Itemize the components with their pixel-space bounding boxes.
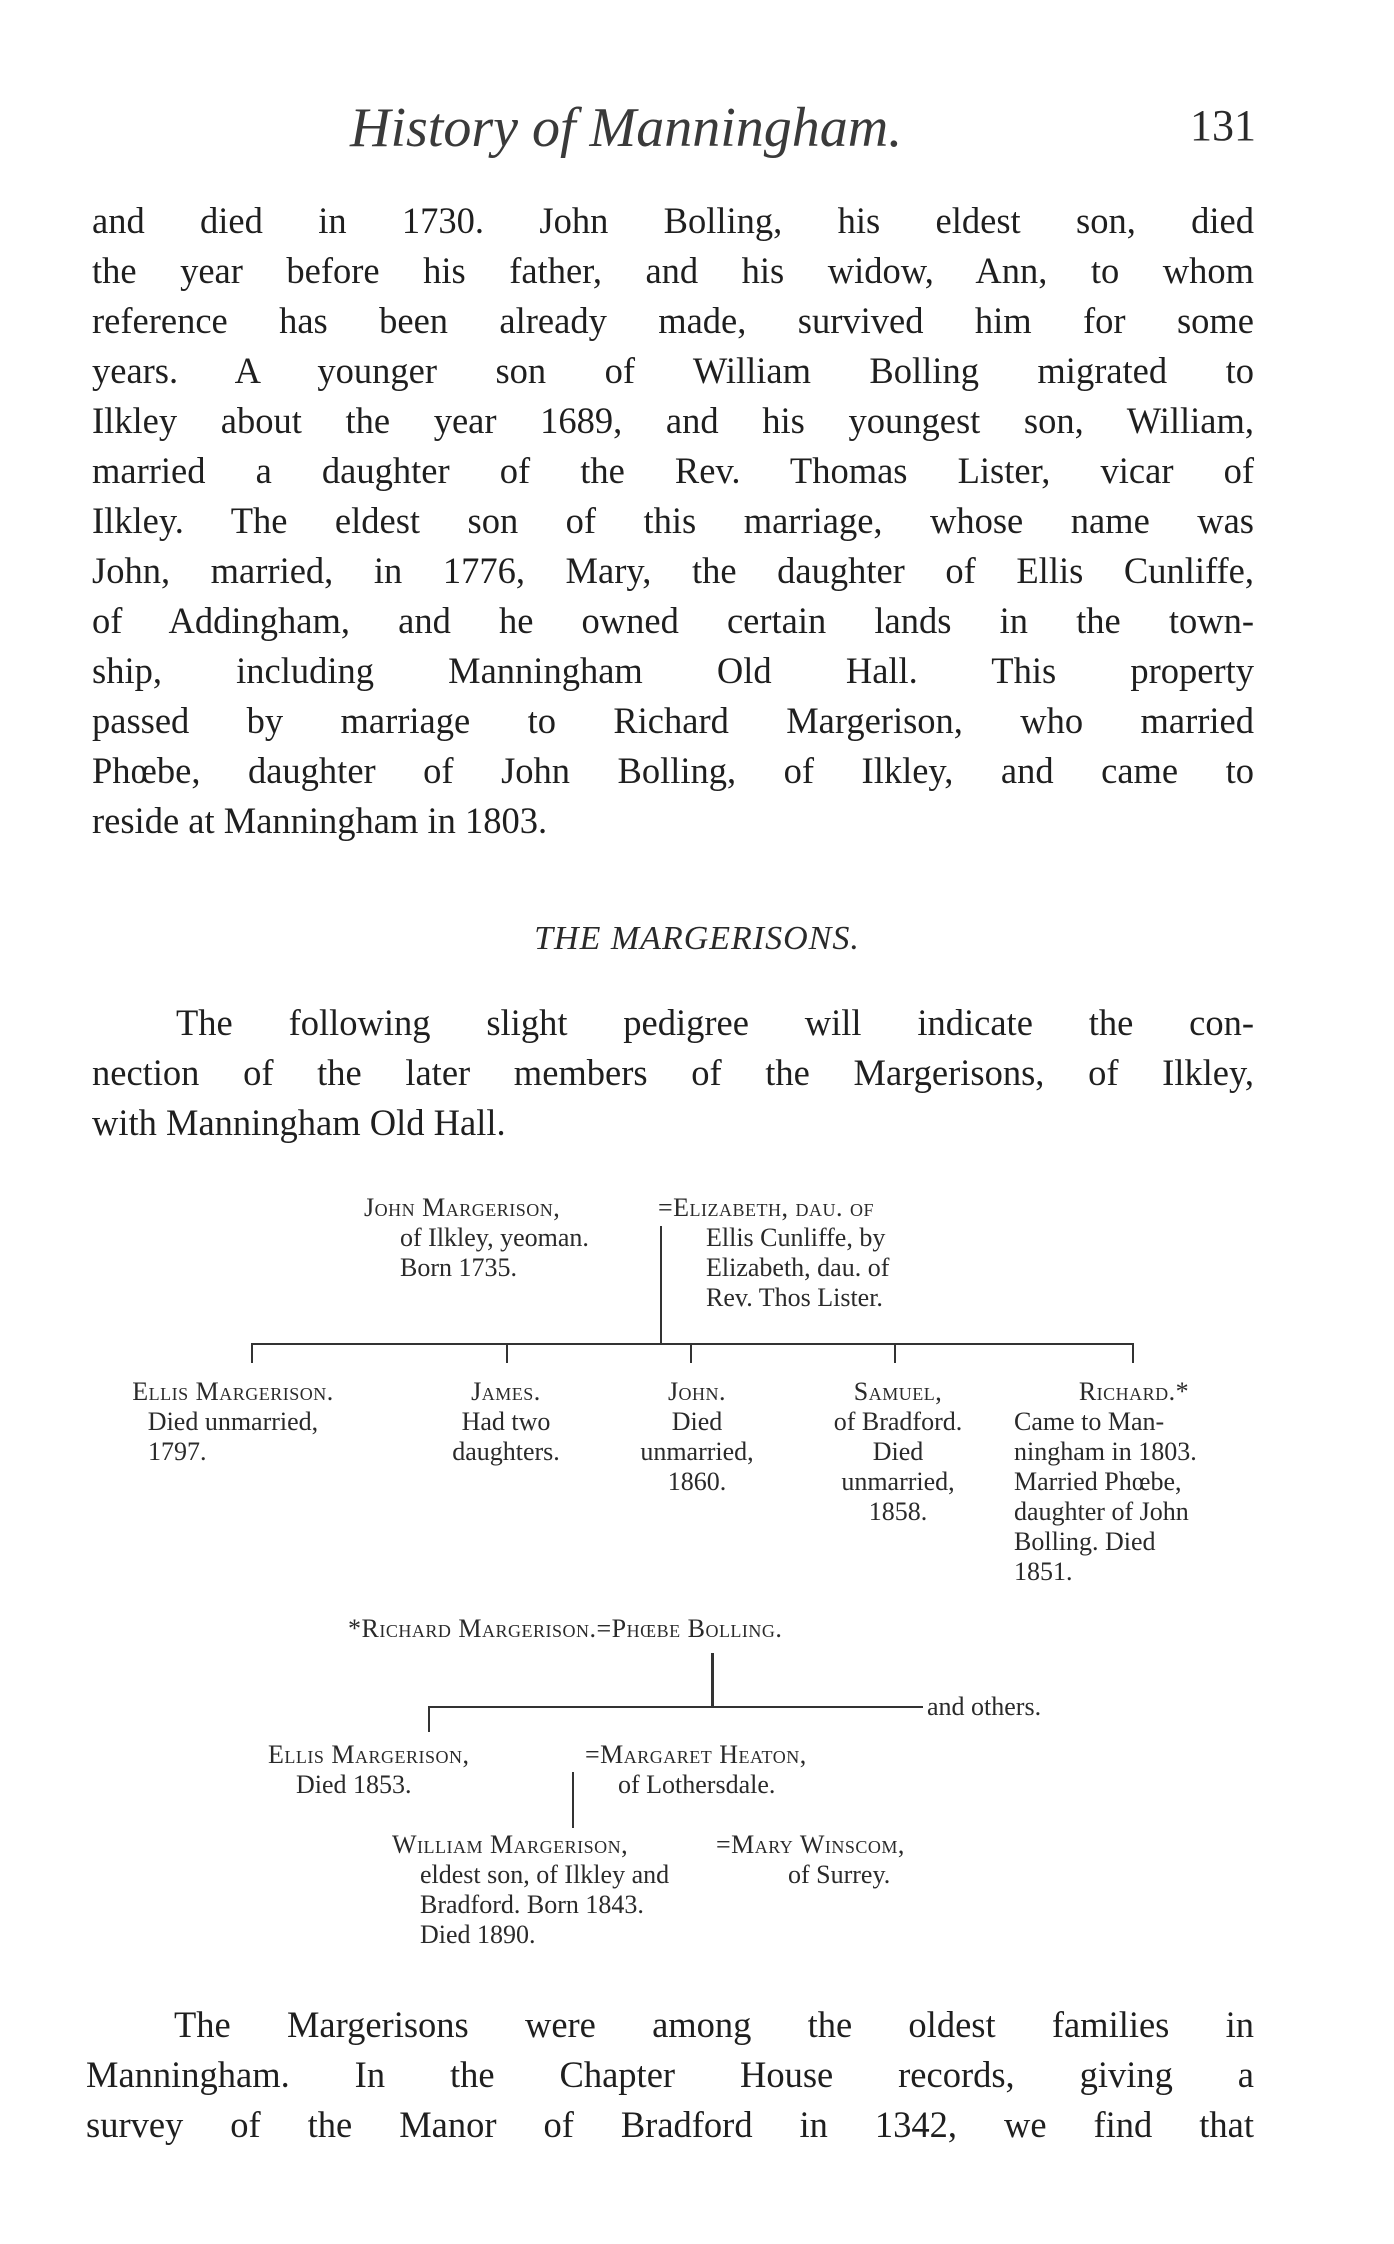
branch-line [690,1345,692,1363]
descent-line [572,1772,574,1828]
child-ellis [88,1377,378,1467]
text-line: married a daughter of the Rev. Thomas Lister, vicar of [92,450,1254,491]
text-line: and died in 1730. John Bolling, his eldest son, died [92,200,1254,241]
margaret-heaton [585,1740,807,1800]
person-detail: Came to Man- [1014,1407,1165,1436]
text-line: ship, including Manningham Old Hall. This property [92,650,1254,691]
person-name: William Margerison, [392,1830,629,1859]
text-line: Ilkley about the year 1689, and his youngest son, William, [92,400,1254,441]
person-name: Ellis Margerison, [268,1740,470,1769]
person-detail: ningham in 1803. [1014,1437,1197,1466]
sibling-line [251,1343,1134,1345]
person-detail: Ellis Cunliffe, by [706,1223,886,1252]
person-detail: Married Phœbe, [1014,1467,1182,1496]
person-name: Richard.* [1078,1377,1190,1406]
parent-elizabeth [658,1193,889,1313]
person-detail: Died [671,1407,723,1436]
section-heading: THE MARGERISONS. [534,920,860,957]
child-samuel [808,1377,988,1527]
branch-line [506,1345,508,1363]
person-name: =Mary Winscom, [716,1830,905,1859]
descent-line [711,1653,714,1707]
person-name: =Margaret Heaton, [585,1740,807,1769]
person-detail: Bolling. Died [1014,1527,1156,1556]
text-line: Manningham. In the Chapter House records, giving a [86,2054,1254,2095]
child-john [612,1377,782,1497]
text-line: The Margerisons were among the oldest families in [174,2004,1254,2045]
and-others: and others. [927,1692,1042,1721]
text-line: with Manningham Old Hall. [92,1102,506,1143]
person-detail: Rev. Thos Lister. [706,1283,883,1312]
child-richard [1014,1377,1254,1587]
person-detail: of Ilkley, yeoman. [400,1223,589,1252]
parent-john [364,1193,589,1283]
branch-line [428,1708,430,1732]
text-line: of Addingham, and he owned certain lands in the town- [92,600,1254,641]
branch-line [1132,1345,1134,1363]
person-detail: daughters. [452,1437,560,1466]
page-number: 131 [1190,101,1256,150]
person-name: Samuel, [853,1377,943,1406]
mary-winscom [716,1830,905,1890]
person-detail: Died unmarried, [147,1407,319,1436]
page-title: History of Manningham. [350,97,903,159]
person-name: John. [667,1377,727,1406]
text-line: passed by marriage to Richard Margerison, who married [92,700,1254,741]
person-detail: unmarried, [841,1467,955,1496]
child-james [426,1377,586,1467]
descent-line [660,1226,662,1343]
person-name: James. [471,1377,541,1406]
branch-line [251,1345,253,1363]
person-detail: Died [872,1437,924,1466]
text-line: John, married, in 1776, Mary, the daughter of Ellis Cunliffe, [92,550,1254,591]
text-line: nection of the later members of the Margerisons, of Ilkley, [92,1052,1254,1093]
person-detail: 1860. [667,1467,727,1496]
richard-phoebe-marriage: *Richard Margerison.=Phœbe Bolling. [348,1614,783,1643]
text-line: The following slight pedigree will indicate the con- [176,1002,1254,1043]
branch-line [894,1345,896,1363]
person-detail: of Bradford. [833,1407,963,1436]
person-name: Ellis Margerison. [132,1377,334,1406]
running-header [0,96,1394,159]
text-line: years. A younger son of William Bolling migrated to [92,350,1254,391]
person-detail: Born 1735. [400,1253,517,1282]
person-detail: 1851. [1014,1557,1073,1586]
william-margerison [392,1830,669,1950]
sibling-line [428,1706,923,1708]
paragraph-1 [92,196,1254,846]
text-line: survey of the Manor of Bradford in 1342, we find that [86,2104,1254,2145]
person-detail: 1797. [148,1437,207,1466]
text-line: Phœbe, daughter of John Bolling, of Ilkley, and came to [92,750,1254,791]
person-detail: Died 1890. [420,1920,536,1949]
person-detail: eldest son, of Ilkley and [420,1860,670,1889]
text-line: reside at Manningham in 1803. [92,800,548,841]
person-detail: unmarried, [640,1437,754,1466]
person-detail: daughter of John [1014,1497,1189,1526]
person-detail: of Surrey. [788,1860,891,1889]
person-name: =Elizabeth, dau. of [658,1193,875,1222]
paragraph-3 [86,2000,1254,2150]
text-line: Ilkley. The eldest son of this marriage, whose name was [92,500,1254,541]
text-line: the year before his father, and his widow, Ann, to whom [92,250,1254,291]
person-detail: Had two [461,1407,551,1436]
person-detail: Died 1853. [296,1770,412,1799]
person-detail: of Lothersdale. [618,1770,776,1799]
ellis-margerison [268,1740,470,1800]
person-name: John Margerison, [364,1193,561,1222]
text-line: reference has been already made, survived him for some [92,300,1254,341]
paragraph-2 [92,998,1254,1148]
person-detail: Bradford. Born 1843. [420,1890,644,1919]
person-detail: 1858. [868,1497,928,1526]
person-detail: Elizabeth, dau. of [706,1253,890,1282]
